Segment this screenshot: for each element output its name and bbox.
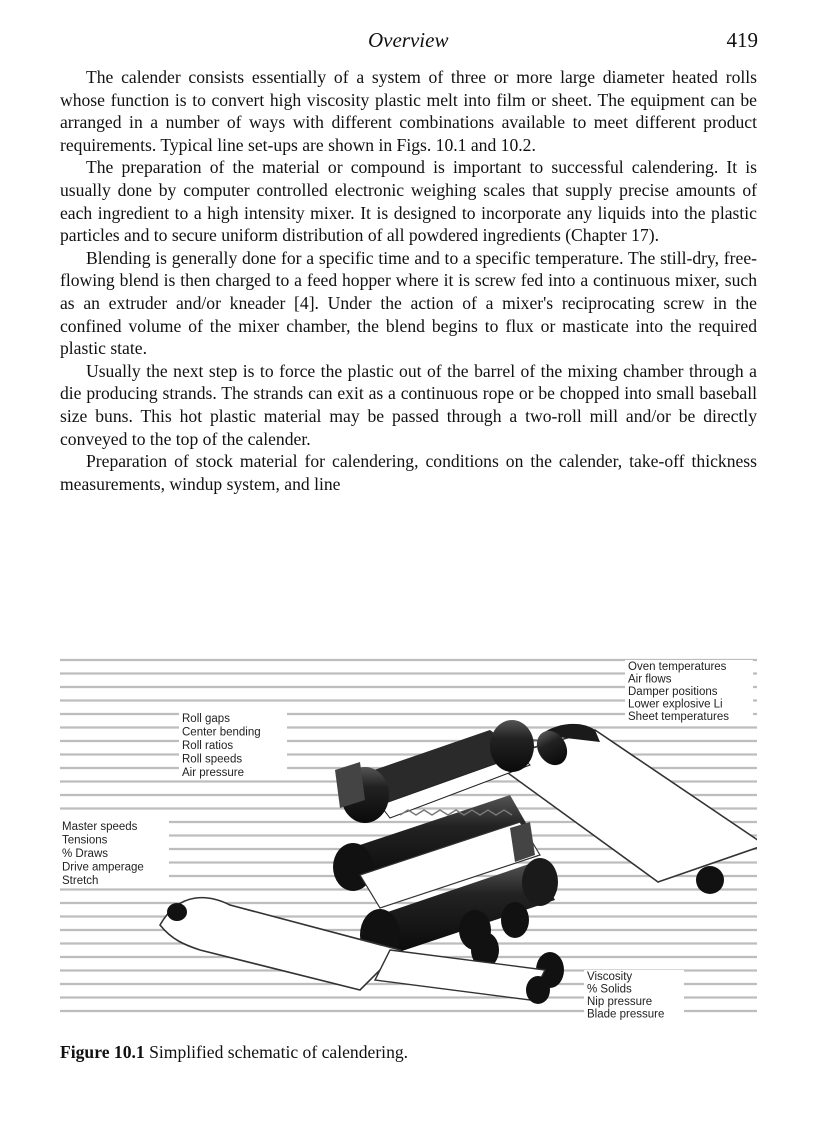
figure-label: % Draws bbox=[62, 848, 109, 860]
figure-label: Center bending bbox=[182, 726, 261, 739]
figure-caption bbox=[60, 1042, 408, 1063]
paragraph-1: The calender consists essentially of a system of three or more large diameter heated rolls whose function is to convert high viscosity plastic melt into film or sheet. The equipment can be arranged in a number of ways with different combinations available to meet different product requirements. Typical line set-ups are shown in Figs. 10.1 and 10.2. bbox=[60, 67, 757, 155]
figure-label: Roll ratios bbox=[182, 740, 234, 752]
figure-label: Roll speeds bbox=[182, 753, 243, 766]
figure-label: Viscosity bbox=[587, 971, 633, 983]
labels-roll bbox=[179, 712, 287, 779]
labels-left bbox=[60, 820, 169, 887]
caption-text: Simplified schematic of calendering. bbox=[149, 1042, 409, 1062]
figure-label: % Solids bbox=[587, 983, 632, 996]
calendering-figure bbox=[60, 650, 757, 1030]
figure-label: Air flows bbox=[628, 673, 672, 686]
paragraph-3: Blending is generally done for a specific time and to a specific temperature. The still-dry, free-flowing blend is then charged to a feed hopper where it is screw fed into a continuous mixer, such as an extruder and/or kneader [4]. Under the action of a mixer's reciprocating screw in the confined volume of the mixer chamber, the blend begins to flux or masticate into the required plastic state. bbox=[60, 247, 757, 359]
calendering-schematic bbox=[60, 650, 757, 1030]
labels-bottom-right bbox=[584, 970, 684, 1021]
labels-top-right bbox=[625, 660, 753, 723]
figure-label: Blade pressure bbox=[587, 1008, 665, 1021]
figure-label: Tensions bbox=[62, 834, 108, 847]
figure-label: Drive amperage bbox=[62, 861, 144, 874]
figure-label: Lower explosive Li bbox=[628, 698, 723, 711]
running-head-title: Overview bbox=[368, 28, 449, 52]
body-text bbox=[60, 66, 757, 495]
page-number: 419 bbox=[726, 28, 758, 52]
figure-label: Stretch bbox=[62, 875, 99, 887]
running-head bbox=[0, 28, 816, 58]
figure-label: Master speeds bbox=[62, 821, 138, 833]
figure-label: Sheet temperatures bbox=[628, 711, 730, 723]
caption-number: Figure 10.1 bbox=[60, 1042, 145, 1062]
paragraph-5: Preparation of stock material for calendering, conditions on the calender, take-off thickness measurements, windup system, and line bbox=[60, 451, 757, 494]
figure-label: Air pressure bbox=[182, 767, 244, 779]
figure-label: Oven temperatures bbox=[628, 661, 727, 673]
paragraph-4: Usually the next step is to force the plastic out of the barrel of the mixing chamber through a die producing strands. The strands can exit as a continuous rope or be chopped into small baseball size buns. This hot plastic material may be passed through a two-roll mill and/or be directly conveyed to the top of the calender. bbox=[60, 360, 757, 449]
figure-label: Damper positions bbox=[628, 686, 718, 698]
figure-label: Roll gaps bbox=[182, 713, 230, 725]
figure-label: Nip pressure bbox=[587, 996, 653, 1008]
paragraph-2: The preparation of the material or compound is important to successful calendering. It is usually done by computer controlled electronic weighing scales that supply precise amounts of each ingredient to a high intensity mixer. It is designed to incorporate any liquids into the plastic particles and to secure uniform distribution of all powdered ingredients (Chapter 17). bbox=[60, 157, 757, 246]
